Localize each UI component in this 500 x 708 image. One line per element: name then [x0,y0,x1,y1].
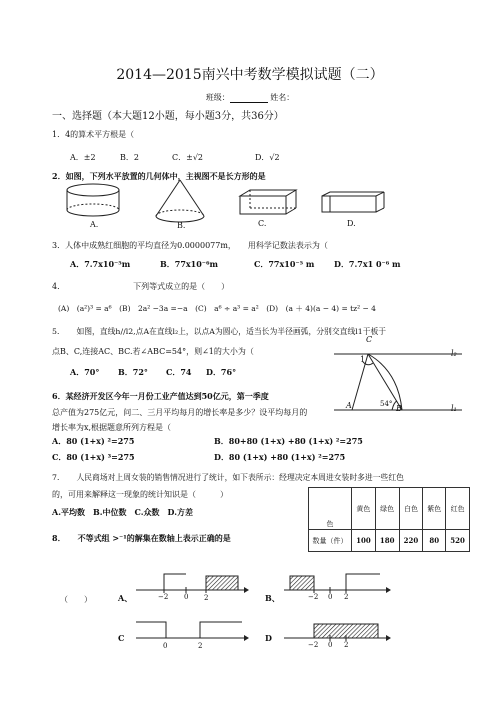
q6-line3: 增长率为x,根据题意所列方程是（ [52,423,172,432]
q2-label-b: B. [177,221,186,230]
q6-line2: 总产值为275亿元，问二、三月平均每月的增长率是多少？设平均每月的 [52,408,308,417]
q1-stem: 1．4的算术平方根是（ [52,130,135,139]
table-cell-green: 180 [375,530,399,552]
numberline-d-tick-neg2: −2 [308,641,319,649]
table-cell-red: 520 [446,530,470,552]
q7-sales-table [308,487,470,552]
q1-option-b: B．2 [120,153,139,162]
table-row-label: 数量（件） [309,530,352,552]
q3-stem: 3．人体中成熟红细胞的平均直径为0.0000077m， 用科学记数法表示为（ [52,241,328,250]
q5-option-c: C．74 [166,367,192,377]
q5-fig-c: C [366,335,373,344]
q3-option-a: A．7.7x10⁻⁵m [70,259,131,269]
numberline-b-tick-2: 2 [344,593,349,601]
q8-label-a: A、 [118,593,133,603]
q3-option-c: C．77x10⁻⁵ m [254,259,315,269]
q5-fig-b: B [396,404,402,413]
prism-d-figure [320,190,388,216]
q5-fig-a: A [346,401,352,410]
prism-c-figure [238,188,298,218]
q2-label-a: A. [90,220,99,229]
q5-option-b: B．72° [118,367,148,377]
q1-option-a: A．±2 [70,153,96,162]
q5-option-d: D．76° [206,367,237,377]
numberline-a-tick-2: 2 [204,594,209,602]
page-title: 2014—2015南兴中考数学模拟试题（二） [116,67,384,83]
q5-line2: 点B、C,连接AC、BC.若∠ABC=54°，则∠1的大小为（ [52,347,254,356]
q4-options: (A) (a²)³ = a⁶ (B) 2a² −3a =−a (C) a⁶ ÷ a³ = a² (D) (a ＋ 4)(a − 4) = tz² − 4 [58,304,376,313]
numberline-d-tick-0: 0 [328,641,333,649]
table-header-color: 色 [309,488,352,530]
q2-label-d: D. [347,219,356,228]
class-label: 班级： [205,93,230,102]
student-info [0,92,500,103]
q5-fig-54: 54° [380,400,393,408]
numberline-b-tick-neg2: −2 [308,593,319,601]
table-header-purple: 紫色 [423,488,446,530]
table-cell-purple: 80 [423,530,446,552]
q7-line1: 7． 人民商场对上周女装的销售情况进行了统计，如下表所示：经理决定本周进女装时多进一些红色 [52,473,404,482]
q7-line2: 的，可用来解释这一现象的统计知识是（ ） [52,490,228,499]
section-heading: 一、选择题（本大题12小题，每小题3分，共36分） [52,111,284,122]
numberline-b [280,568,390,608]
q7-options: A.平均数 B.中位数 C.众数 D.方差 [52,507,193,517]
cone-figure [150,178,210,226]
q8-paren: （ ） [60,595,92,604]
q6-option-b: B．80+80 (1+x) +80 (1+x) ²=275 [214,436,363,446]
q3-option-d: D．7.7x1 0⁻⁶ m [334,259,401,269]
q8-stem: 8． 不等式组 >⁻¹的解集在数轴上表示正确的是 [52,533,231,543]
numberline-a [132,568,247,608]
table-header-green: 绿色 [375,488,399,530]
q5-option-a: A．70° [70,367,100,377]
q2-stem: 2．如图，下列水平放置的几何体中，主视图不是长方形的是 [52,171,266,181]
q8-label-b: B、 [265,593,280,603]
q6-option-c: C．80 (1+x) ³=275 [52,452,135,462]
name-label: 姓名： [270,93,295,102]
numberline-c-tick-2: 2 [198,642,203,650]
q6-option-d: D．80 (1+x) +80 (1+x) ²=275 [214,452,346,462]
q5-fig-l2: l₂ [451,349,457,358]
numberline-a-tick-0: 0 [184,593,189,601]
q6-line1: 6．某经济开发区今年一月份工业产值达到50亿元，第一季度 [52,391,269,401]
q5-line1: 5． 如图，直线h//l2,点A在直线l₂上，以点A为圆心，适当长为半径画弧，分别交直线l1于板于 [52,327,387,336]
q1-option-c: C．±√2 [172,153,204,162]
q8-label-d: D [265,633,272,643]
q5-fig-angle1: 1 [360,355,366,364]
table-cell-white: 220 [399,530,423,552]
q6-option-a: A．80 (1+x) ²=275 [52,436,135,446]
q3-option-b: B．77x10⁻⁶m [160,259,218,269]
q5-fig-l1: l₁ [451,404,457,413]
q8-label-c: C [118,633,125,643]
numberline-a-tick-neg2: −2 [158,593,169,601]
table-cell-yellow: 100 [352,530,376,552]
q2-label-c: C. [258,219,267,228]
q1-option-d: D．√2 [255,153,280,162]
cylinder-figure [60,182,130,222]
class-blank[interactable] [230,94,268,103]
numberline-c-tick-0: 0 [163,642,168,650]
table-header-yellow: 黄色 [352,488,376,530]
numberline-c [132,616,247,656]
table-header-red: 红色 [446,488,470,530]
numberline-d [280,616,390,656]
numberline-d-tick-2: 2 [344,641,349,649]
q4-stem: 4． 下列等式成立的是（ ） [52,282,230,291]
table-header-white: 白色 [399,488,423,530]
numberline-b-tick-0: 0 [328,593,333,601]
